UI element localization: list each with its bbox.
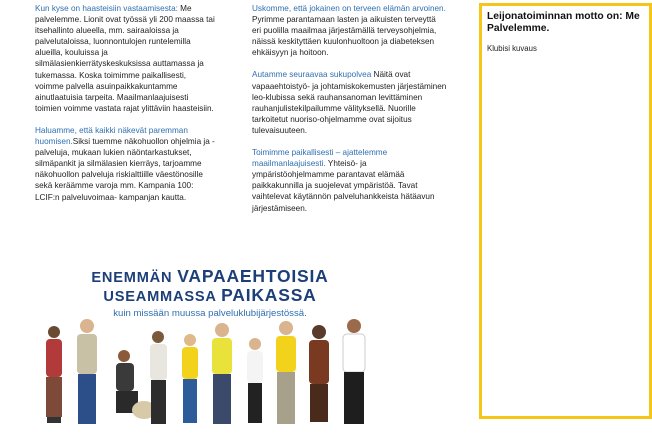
volunteer-figure	[247, 338, 263, 423]
middle-column	[252, 3, 447, 225]
volunteer-figure	[212, 323, 232, 424]
paragraph-local: Toimimme paikallisesti – ajattelemme maailmanlaajuisesti. Yhteisö- ja ympäristöohjelmamme parantavat elämää paikkakunnilla ja suojelevat ympäristöä. Tavat vaihtelevat käytännön palveluhankkeista hätäavun järjestämiseen.	[252, 148, 435, 213]
sidebar-club-description: Klubisi kuvaus	[487, 44, 537, 53]
banner-line-1: ENEMMÄN VAPAAEHTOISIA	[91, 266, 329, 286]
left-column	[35, 3, 215, 214]
banner-tagline: kuin missään muussa palveluklubijärjestössä.	[113, 308, 307, 319]
volunteer-figure	[276, 321, 296, 424]
volunteer-figure	[309, 325, 329, 422]
volunteer-figure	[182, 334, 198, 423]
banner-line-2: USEAMMASSA PAIKASSA	[103, 285, 317, 305]
paragraph-sight: Haluamme, että kaikki näkevät paremman huomisen.Siksi tuemme näkohuollon ohjelmia ja -palveluja, mukaan lukien näöntarkastukset, silmäpankit ja silmälasien kierräys, tarjoamme näkohuollon palveluja riskialttiille väestönosille sekä keräämme varoja mm. Kampania 100: LCIF:n palveluvoimaa- kampanjan kautta.	[35, 125, 215, 202]
paragraph-health: Uskomme, että jokainen on terveen elämän arvoinen. Pyrimme parantamaan lasten ja aikuisten terveyttä eri puolilla maailmaa järjestämällä terveysohjelmia, näissä keskityttäen kuulonhuoltoon ja diabeteksen ehkäisyyn ja hoitoon.	[252, 4, 446, 58]
volunteers-banner	[45, 268, 375, 320]
volunteer-figure	[46, 326, 62, 423]
club-sidebar-box	[479, 3, 652, 419]
volunteers-photo	[32, 318, 382, 435]
sidebar-motto-title: Leijonatoiminnan motto on: Me Palvelemme.	[487, 11, 640, 34]
volunteer-figure	[150, 331, 167, 424]
paragraph-youth: Autamme seuraavaa sukupolvea Näitä ovat vapaaehtoistyö- ja johtamiskokemusten järjestäminen leo-klubissa sekä rauhansanoman levittäminen rauhanjulistekilpailumme välityksellä. Nuorille tarkoitetut nuoriso-ohjelmamme ovat sijoitus tulevaisuuteen.	[252, 70, 447, 135]
volunteer-figure	[77, 319, 97, 424]
volunteer-figure	[343, 319, 365, 424]
paragraph-challenges: Kun kyse on haasteisiin vastaamisesta: Me palvelemme. Lionit ovat työssä yli 200 maassa tai itsehallinto alueella, mm. sairaaloissa ja palvelutaloissa, luonnontulojen runtelemilla alueilla, kouluissa ja silmälasienkierrätyskeskuksissa auttamassa ja tukemassa. Koska toimimme paikallisesti, voimme palvella asuinpaikkakuntamme ainutlaatuisia tarpeita. Maailmanlaajuisesti toimien voimme vastata rajat ylittäviin haasteisiin.	[35, 4, 215, 113]
